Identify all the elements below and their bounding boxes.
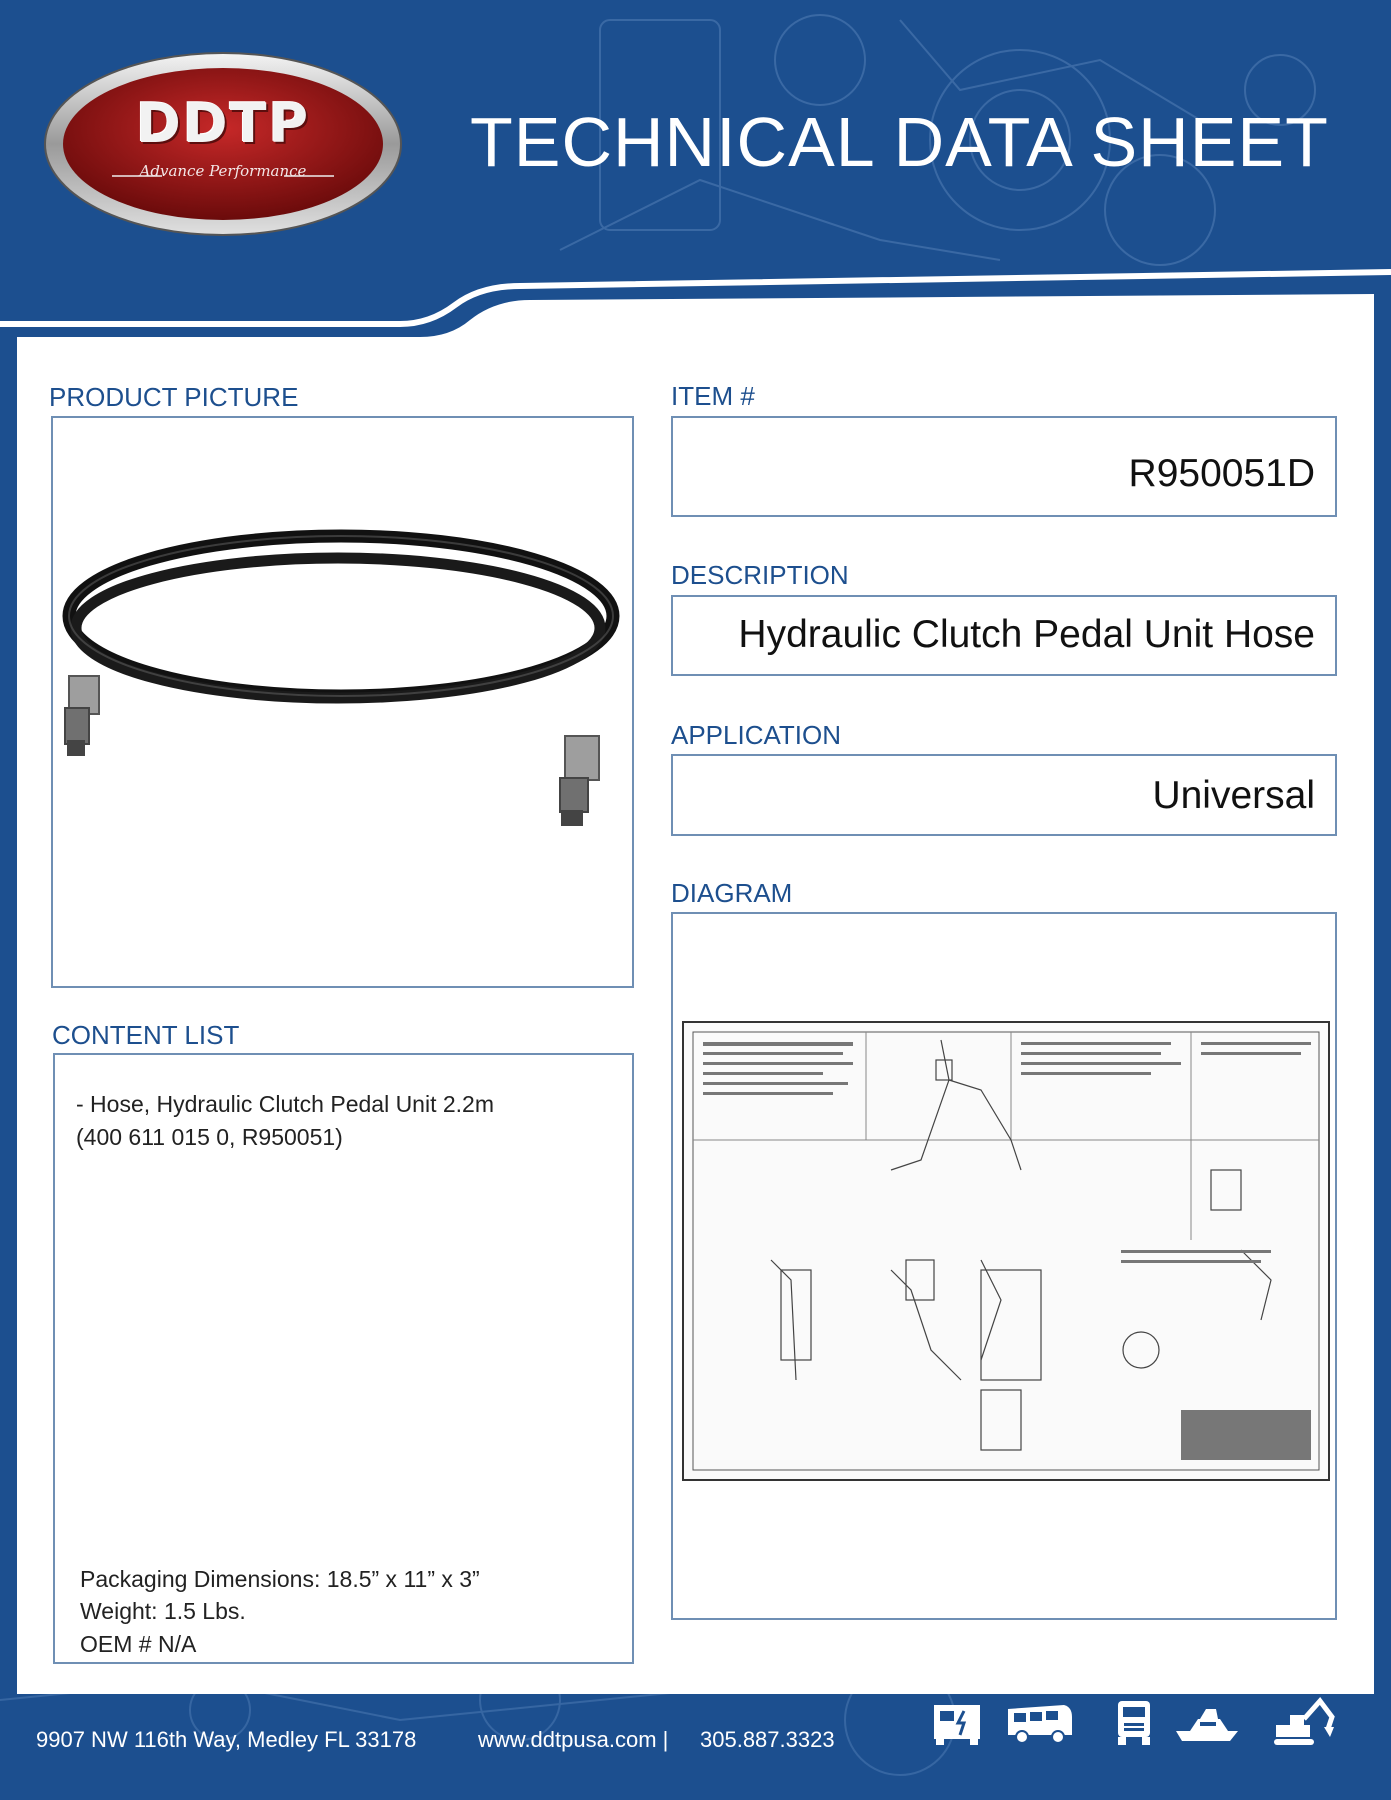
application-box <box>671 754 1337 836</box>
description-value: Hydraulic Clutch Pedal Unit Hose <box>738 613 1315 656</box>
footer-phone[interactable]: 305.887.3323 <box>700 1727 835 1752</box>
diagram-box <box>671 912 1337 1620</box>
packaging-dimensions: Packaging Dimensions: 18.5” x 11” x 3” <box>80 1566 480 1592</box>
content-line-2: (400 611 015 0, R950051) <box>76 1124 343 1150</box>
weight: Weight: 1.5 Lbs. <box>80 1598 246 1624</box>
description-label: DESCRIPTION <box>671 560 849 590</box>
description-box <box>671 595 1337 676</box>
application-value: Universal <box>1152 774 1315 817</box>
excavator-icon <box>1268 1695 1340 1750</box>
logo-tagline: Advance Performance <box>139 162 307 180</box>
content-list-label: CONTENT LIST <box>52 1020 240 1050</box>
product-picture-label: PRODUCT PICTURE <box>49 382 299 412</box>
item-number-value: R950051D <box>1128 452 1315 495</box>
product-picture-box <box>51 416 634 988</box>
footer-address: 9907 NW 116th Way, Medley FL 33178 <box>36 1727 417 1752</box>
logo-wordmark: DDTP <box>135 92 311 155</box>
bus-icon <box>1004 1695 1076 1750</box>
hose-product-image <box>53 418 632 986</box>
content-line-1: - Hose, Hydraulic Clutch Pedal Unit 2.2m <box>76 1091 494 1117</box>
application-label: APPLICATION <box>671 720 842 750</box>
yacht-icon <box>1172 1695 1244 1750</box>
technical-drawing-image <box>681 1020 1331 1482</box>
item-number-label: ITEM # <box>671 381 755 411</box>
generator-icon <box>928 1695 988 1750</box>
truck-icon <box>1104 1695 1164 1750</box>
diagram-label: DIAGRAM <box>671 878 793 908</box>
page-title: TECHNICAL DATA SHEET <box>470 103 1329 181</box>
oem-number: OEM # N/A <box>80 1631 197 1657</box>
footer-website[interactable]: www.ddtpusa.com | <box>478 1727 669 1752</box>
item-number-box <box>671 416 1337 517</box>
